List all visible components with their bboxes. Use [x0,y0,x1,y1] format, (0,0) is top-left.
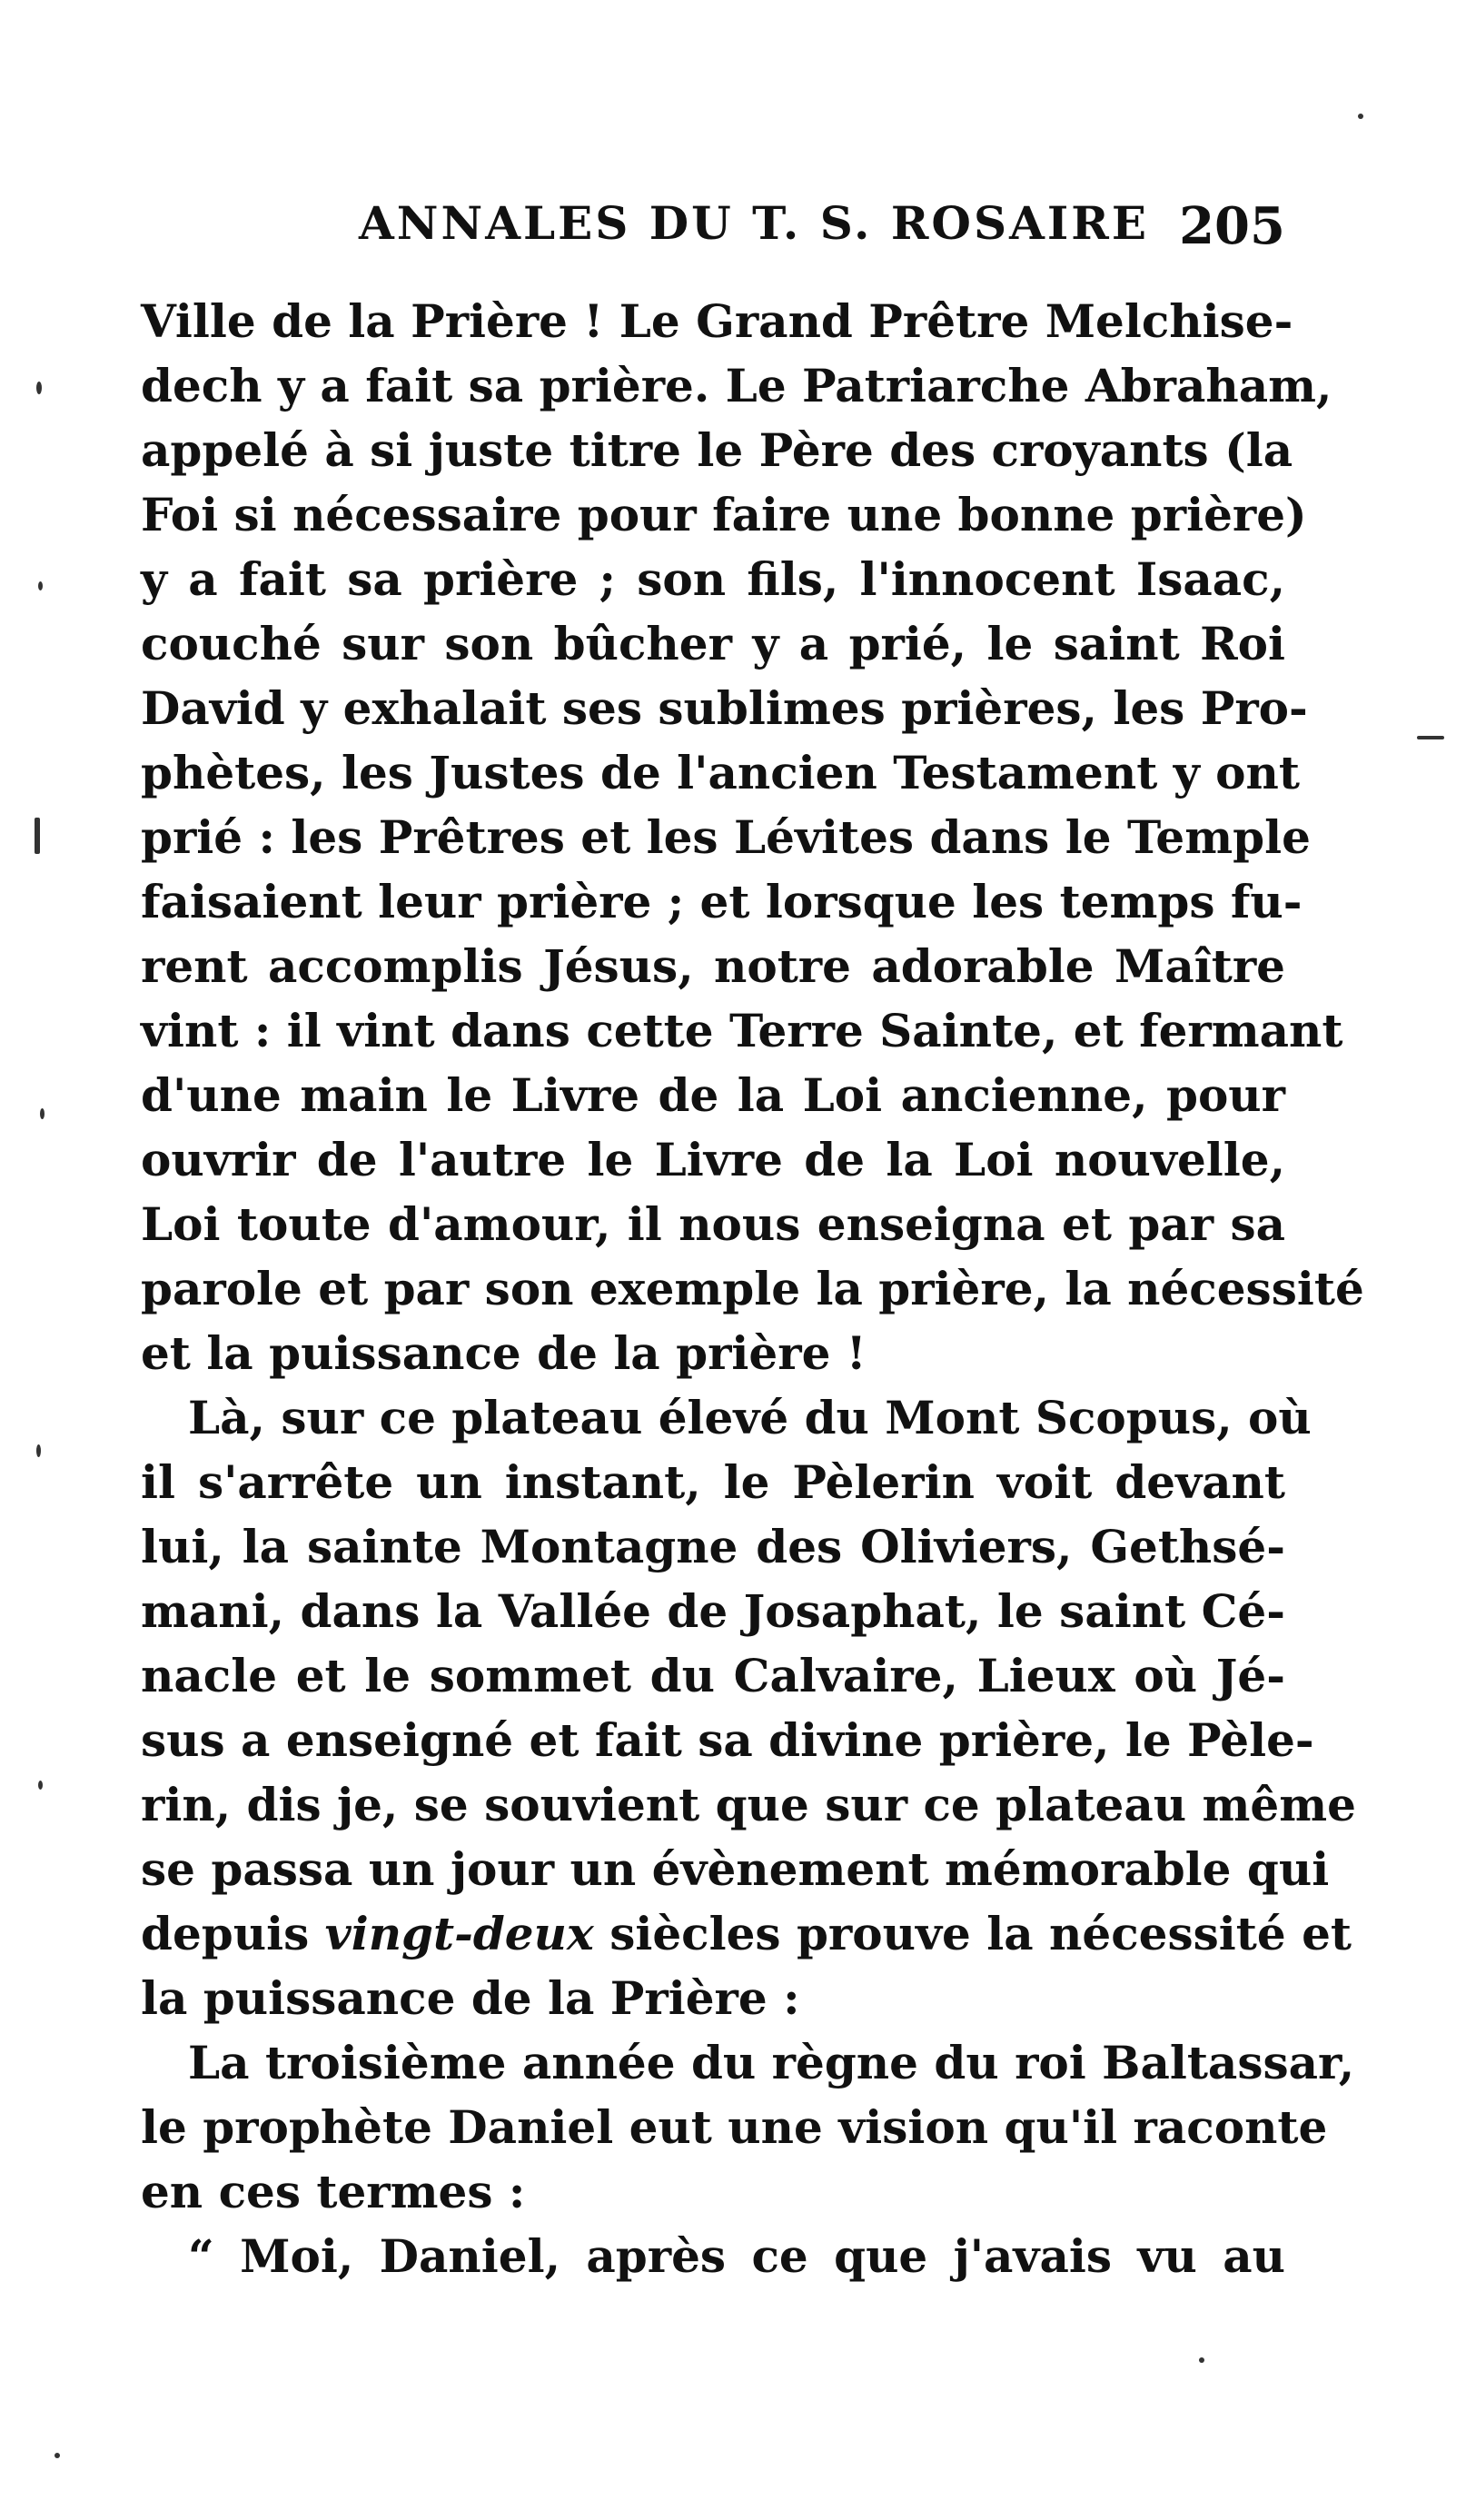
text-line: David y exhalait ses sublimes prières, les Pro- [141,681,1308,735]
page-header [141,196,1285,260]
text-line: phètes, les Justes de l'ancien Testament y ont [141,746,1300,799]
text-line-with-italic [141,1901,1352,1966]
text-line: Ville de la Prière ! Le Grand Prêtre Melchise- [141,294,1293,348]
text-line: Loi toute d'amour, il nous enseigna et par sa [141,1197,1285,1251]
scan-speck [1199,2357,1204,2363]
scan-speck [38,581,43,590]
text-line: se passa un jour un évènement mémorable qui [141,1842,1330,1896]
text-line: parole et par son exemple la prière, la nécessité [141,1262,1364,1315]
text-line: “ Moi, Daniel, après ce que j'avais vu au [188,2229,1285,2283]
text-line: Là, sur ce plateau élevé du Mont Scopus, où [188,1391,1312,1444]
text-line: lui, la sainte Montagne des Oliviers, Gethsé- [141,1520,1285,1573]
page-number: 205 [1179,196,1285,256]
scan-speck [1358,114,1363,119]
text-line: il s'arrête un instant, le Pèlerin voit devant [141,1455,1285,1509]
text-line: rin, dis je, se souvient que sur ce plateau même [141,1778,1356,1831]
italic-phrase: vingt-deux [324,1907,594,1960]
scan-speck [40,1108,45,1119]
text-line: nacle et le sommet du Calvaire, Lieux où Jé- [141,1649,1285,1702]
scan-speck [54,2453,60,2458]
text-line: ouvrir de l'autre le Livre de la Loi nouvelle, [141,1133,1285,1186]
body-text [141,289,1364,2288]
scan-speck [36,1444,41,1457]
text-line: mani, dans la Vallée de Josaphat, le saint Cé- [141,1584,1285,1638]
text-line: prié : les Prêtres et les Lévites dans le Temple [141,810,1311,864]
scan-speck [38,1781,43,1790]
text-line: y a fait sa prière ; son fils, l'innocent Isaac, [141,552,1285,606]
text-line: le prophète Daniel eut une vision qu'il raconte [141,2100,1328,2154]
text-line: rent accomplis Jésus, notre adorable Maître [141,939,1285,993]
text-line: faisaient leur prière ; et lorsque les temps fu- [141,875,1303,928]
text-line: d'une main le Livre de la Loi ancienne, pour [141,1068,1285,1122]
text-line: dech y a fait sa prière. Le Patriarche Abraham, [141,359,1332,412]
text-line: la puissance de la Prière : [141,1971,800,2025]
text-line: couché sur son bûcher y a prié, le saint Roi [141,617,1285,670]
scan-speck [1417,736,1444,739]
running-head: ANNALES DU T. S. ROSAIRE [359,196,1149,250]
scan-speck [35,818,40,854]
text-line: vint : il vint dans cette Terre Sainte, et fermant [141,1004,1343,1057]
text-line: et la puissance de la prière ! [141,1326,867,1380]
text-line: en ces termes : [141,2165,526,2218]
text-line: Foi si nécessaire pour faire une bonne prière) [141,488,1307,541]
text-segment: depuis [141,1907,325,1960]
text-line: appelé à si juste titre le Père des croyants (la [141,423,1293,477]
text-segment: siècles prouve la nécessité et [593,1907,1352,1960]
text-line: sus a enseigné et fait sa divine prière, le Pèle- [141,1713,1314,1767]
scan-speck [36,382,42,394]
text-line: La troisième année du règne du roi Baltassar, [188,2036,1355,2089]
